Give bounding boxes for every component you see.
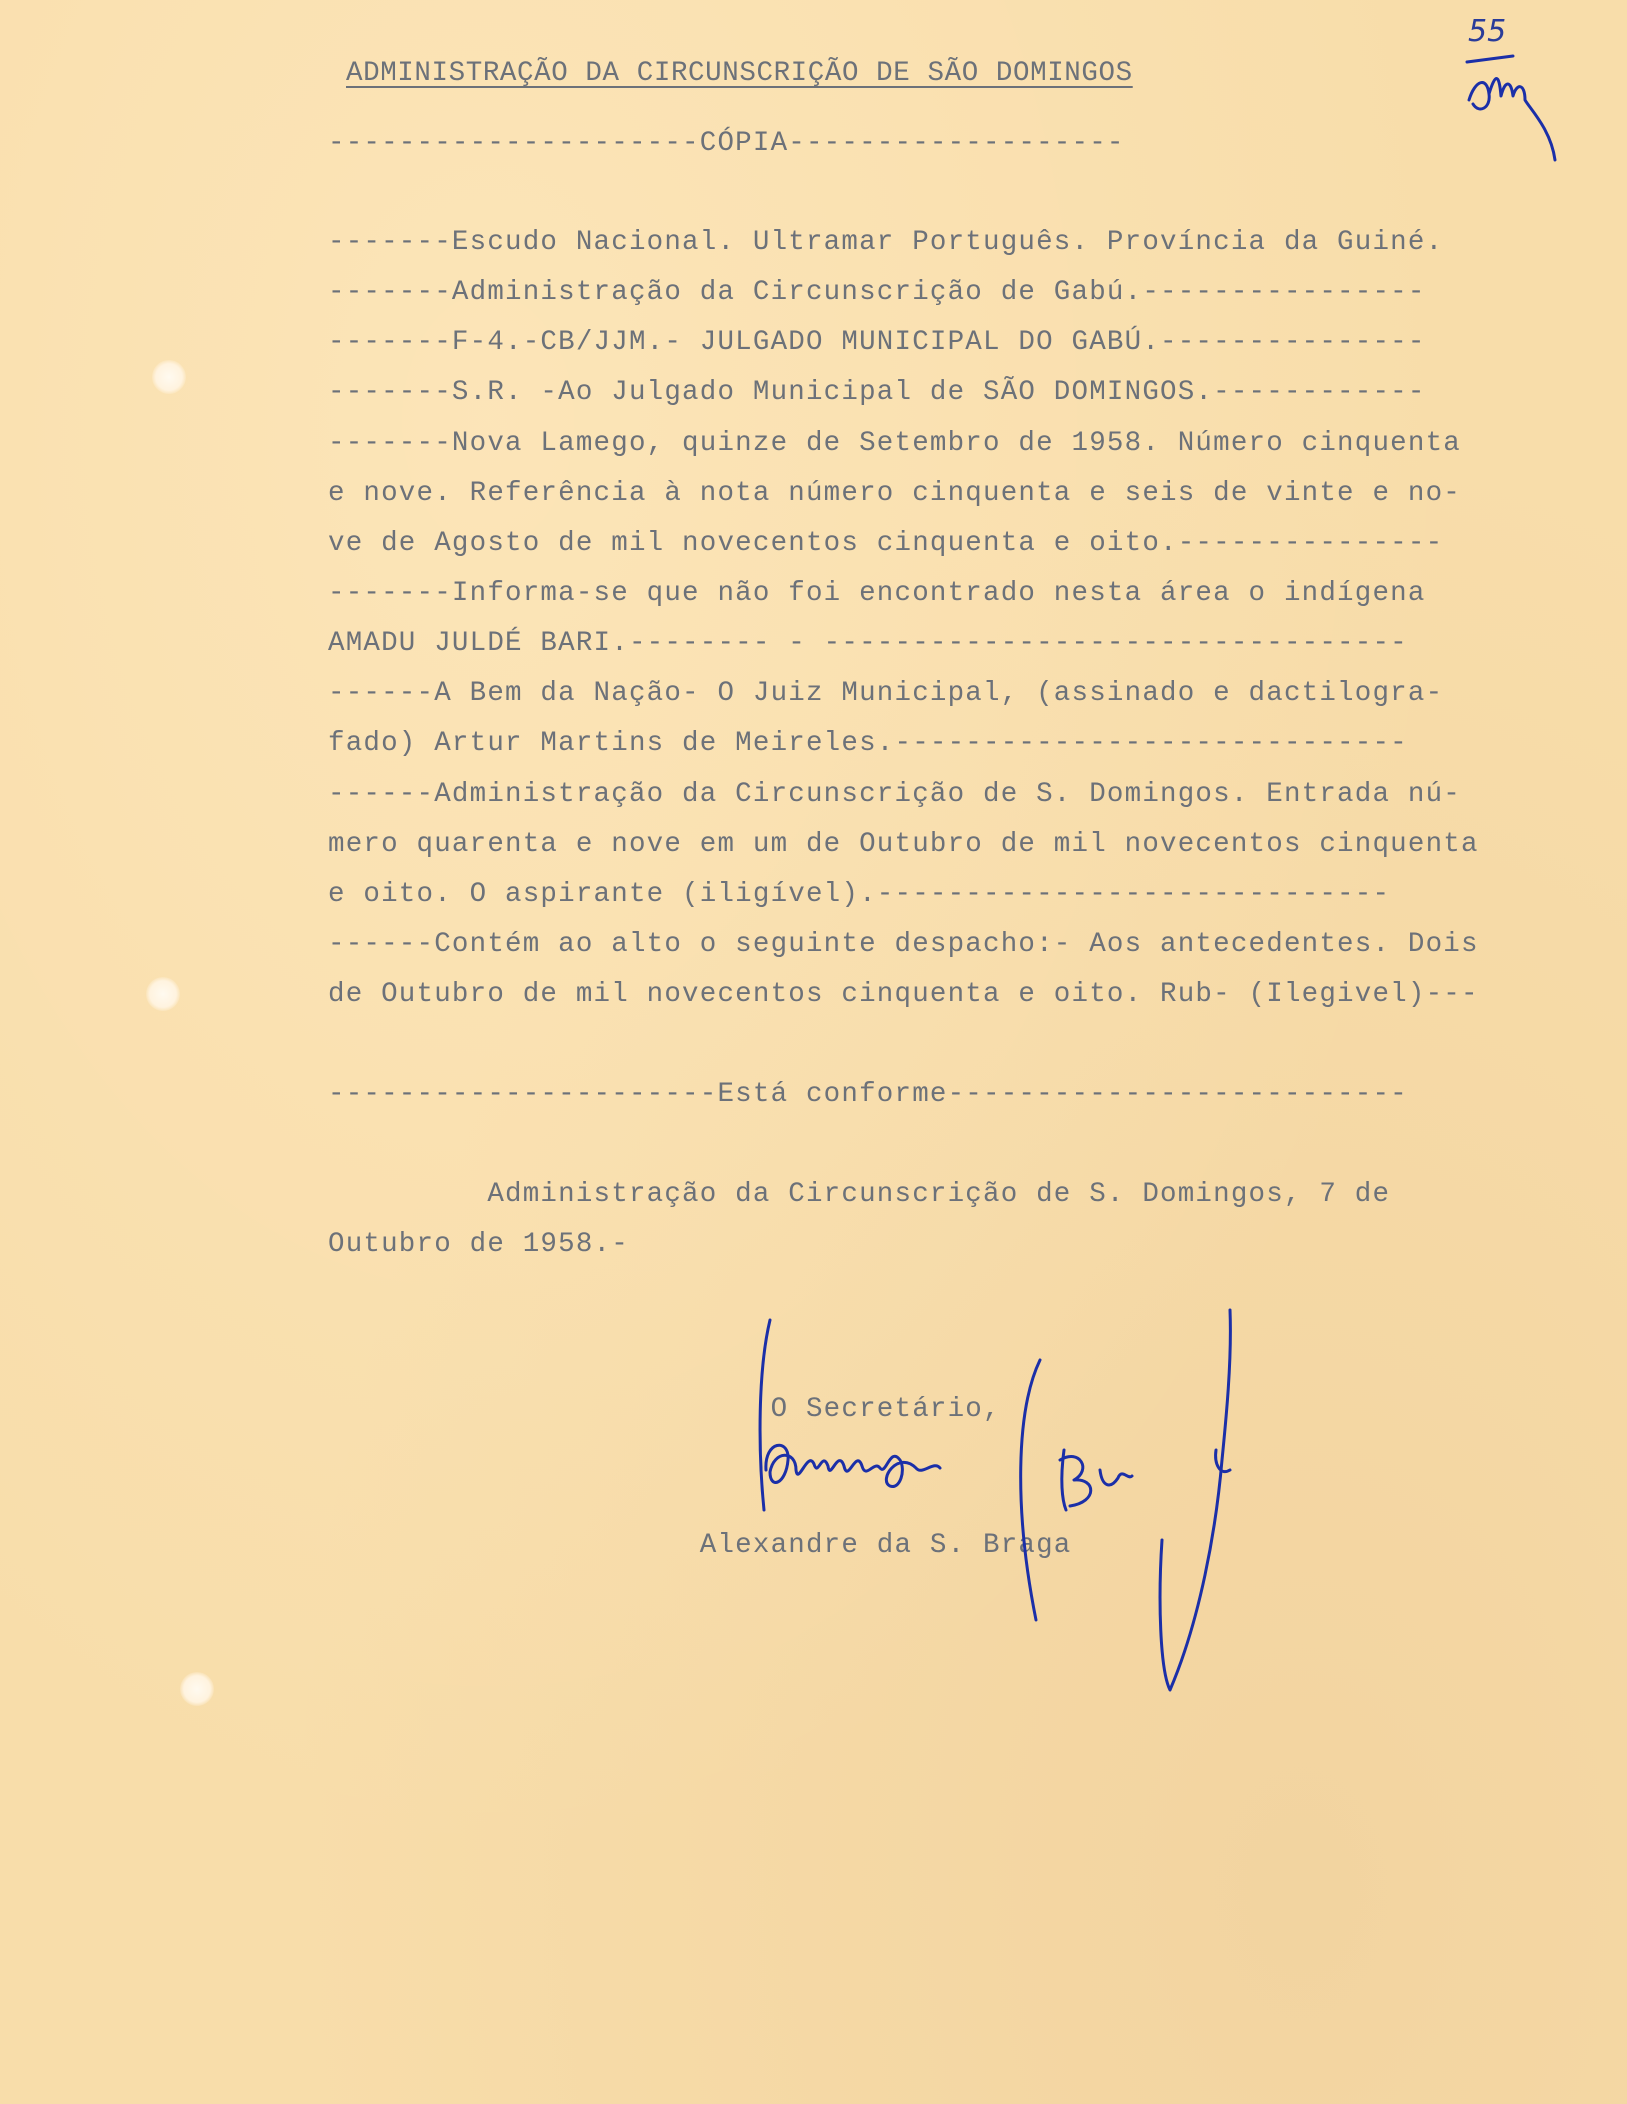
text-line: ve de Agosto de mil novecentos cinquenta e oito.--------------- [328,528,1444,559]
text-line: ------A Bem da Nação- O Juiz Municipal, (assinado e dactilogra- [328,678,1444,709]
document-heading: ADMINISTRAÇÃO DA CIRCUNSCRIÇÃO DE SÃO DOMINGOS [346,58,1133,89]
text-line: -------Escudo Nacional. Ultramar Português. Província da Guiné. [328,227,1444,258]
page-number: 55 [1468,14,1507,49]
text-line: -------Nova Lamego, quinze de Setembro de 1958. Número cinquenta [328,428,1461,459]
signature-icon [730,1300,1250,1700]
text-line: e nove. Referência à nota número cinquenta e seis de vinte e no- [328,478,1461,509]
text-line: ------Contém ao alto o seguinte despacho:- Aos antecedentes. Dois [328,929,1479,960]
text-line: e oito. O aspirante (iligível).----------------------------- [328,879,1391,910]
secretary-name: Alexandre da S. Braga [328,1530,1072,1561]
secretary-title: O Secretário, [328,1394,1001,1425]
punch-hole-bottom [180,1672,214,1706]
punch-hole-middle [146,977,180,1011]
text-line: ------Administração da Circunscrição de S. Domingos. Entrada nú- [328,779,1461,810]
text-line: de Outubro de mil novecentos cinquenta e oito. Rub- (Ilegivel)--- [328,979,1479,1010]
text-line: -------Informa-se que não foi encontrado nesta área o indígena [328,578,1426,609]
conformity-line: ----------------------Está conforme-------------------------- [328,1079,1408,1110]
handwritten-initials-icon [1455,10,1585,170]
text-line: -------Administração da Circunscrição de Gabú.---------------- [328,277,1426,308]
place-date-line: Administração da Circunscrição de S. Domingos, 7 de [328,1179,1391,1210]
text-line: -------F-4.-CB/JJM.- JULGADO MUNICIPAL DO GABÚ.--------------- [328,327,1426,358]
text-line: -------S.R. -Ao Julgado Municipal de SÃO DOMINGOS.------------ [328,377,1426,408]
place-date-line: Outubro de 1958.- [328,1229,629,1260]
text-line: AMADU JULDÉ BARI.-------- - --------------------------------- [328,628,1408,659]
punch-hole-top [152,360,186,394]
text-line: mero quarenta e nove em um de Outubro de mil novecentos cinquenta [328,829,1479,860]
text-line: fado) Artur Martins de Meireles.----------------------------- [328,728,1408,759]
copy-line: ---------------------CÓPIA------------------- [328,128,1125,159]
